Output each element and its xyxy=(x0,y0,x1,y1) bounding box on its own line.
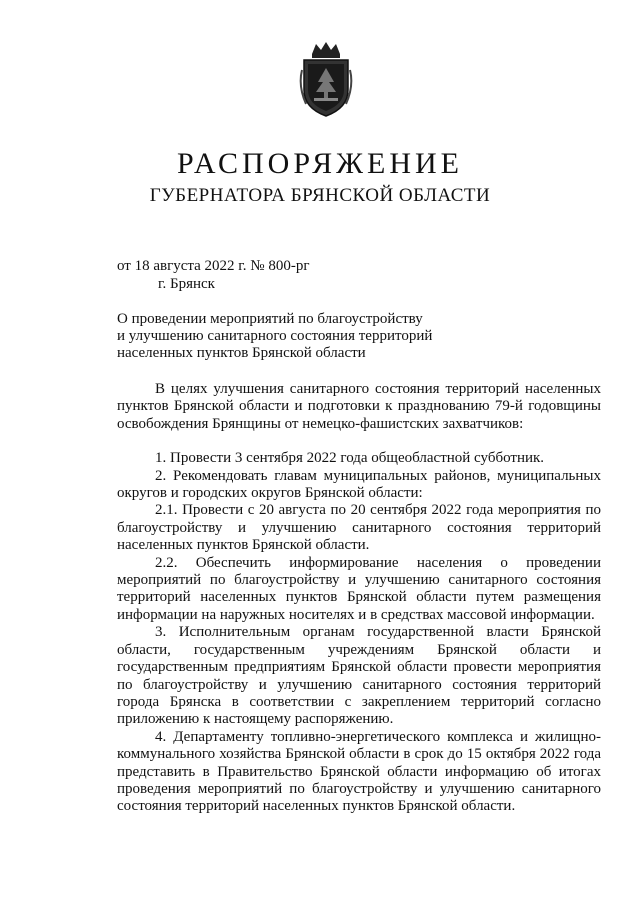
subject-line: и улучшению санитарного состояния территорий xyxy=(117,328,433,344)
subject-line: О проведении мероприятий по благоустройству xyxy=(117,311,423,327)
document-title: РАСПОРЯЖЕНИЕ xyxy=(176,147,464,180)
preamble-paragraph: В целях улучшения санитарного состояния территорий населенных пунктов Брянской области и подготовки к празднованию 79-й годовщины освобождения Брянщины от немецко-фашистских захватчиков: xyxy=(117,381,601,432)
order-item: 4. Департаменту топливно-энергетического комплекса и жилищно-коммунального хозяйства Брянской области в срок до 15 октября 2022 года представить в Правительство Брянской области информацию об итогах проведения мероприятий по благоустройству и улучшению санитарного состояния территорий населенных пунктов Брянской области. xyxy=(117,728,601,815)
order-item: 2.2. Обеспечить информирование населения о проведении мероприятий по благоустройству и улучшению санитарного состояния территорий населенных пунктов Брянской области путем размещения информации на наружных носителях и в средствах массовой информации. xyxy=(117,554,601,623)
document-city: г. Брянск xyxy=(158,276,215,292)
subject-line: населенных пунктов Брянской области xyxy=(117,345,366,361)
document-subject xyxy=(117,311,517,362)
order-item: 2.1. Провести с 20 августа по 20 сентября 2022 года мероприятия по благоустройству и улучшению санитарного состояния территорий населенных пунктов Брянской области. xyxy=(117,502,601,554)
document-date-number: от 18 августа 2022 г. № 800-рг xyxy=(117,258,310,274)
coat-of-arms-icon xyxy=(298,40,354,118)
document-subtitle: ГУБЕРНАТОРА БРЯНСКОЙ ОБЛАСТИ xyxy=(149,185,491,206)
document-body xyxy=(117,381,601,816)
order-item: 3. Исполнительным органам государственной власти Брянской области, государственным учреждениям Брянской области и государственным предприятиям Брянской области провести мероприятия по благоустройству и улучшению санитарного состояния территорий города Брянска в соответствии с закреплением территорий согласно приложению к настоящему распоряжению. xyxy=(117,624,601,728)
order-item: 1. Провести 3 сентября 2022 года общеобластной субботник. xyxy=(155,450,545,467)
order-item: 2. Рекомендовать главам муниципальных районов, муниципальных округов и городских округов Брянской области: xyxy=(117,467,601,502)
